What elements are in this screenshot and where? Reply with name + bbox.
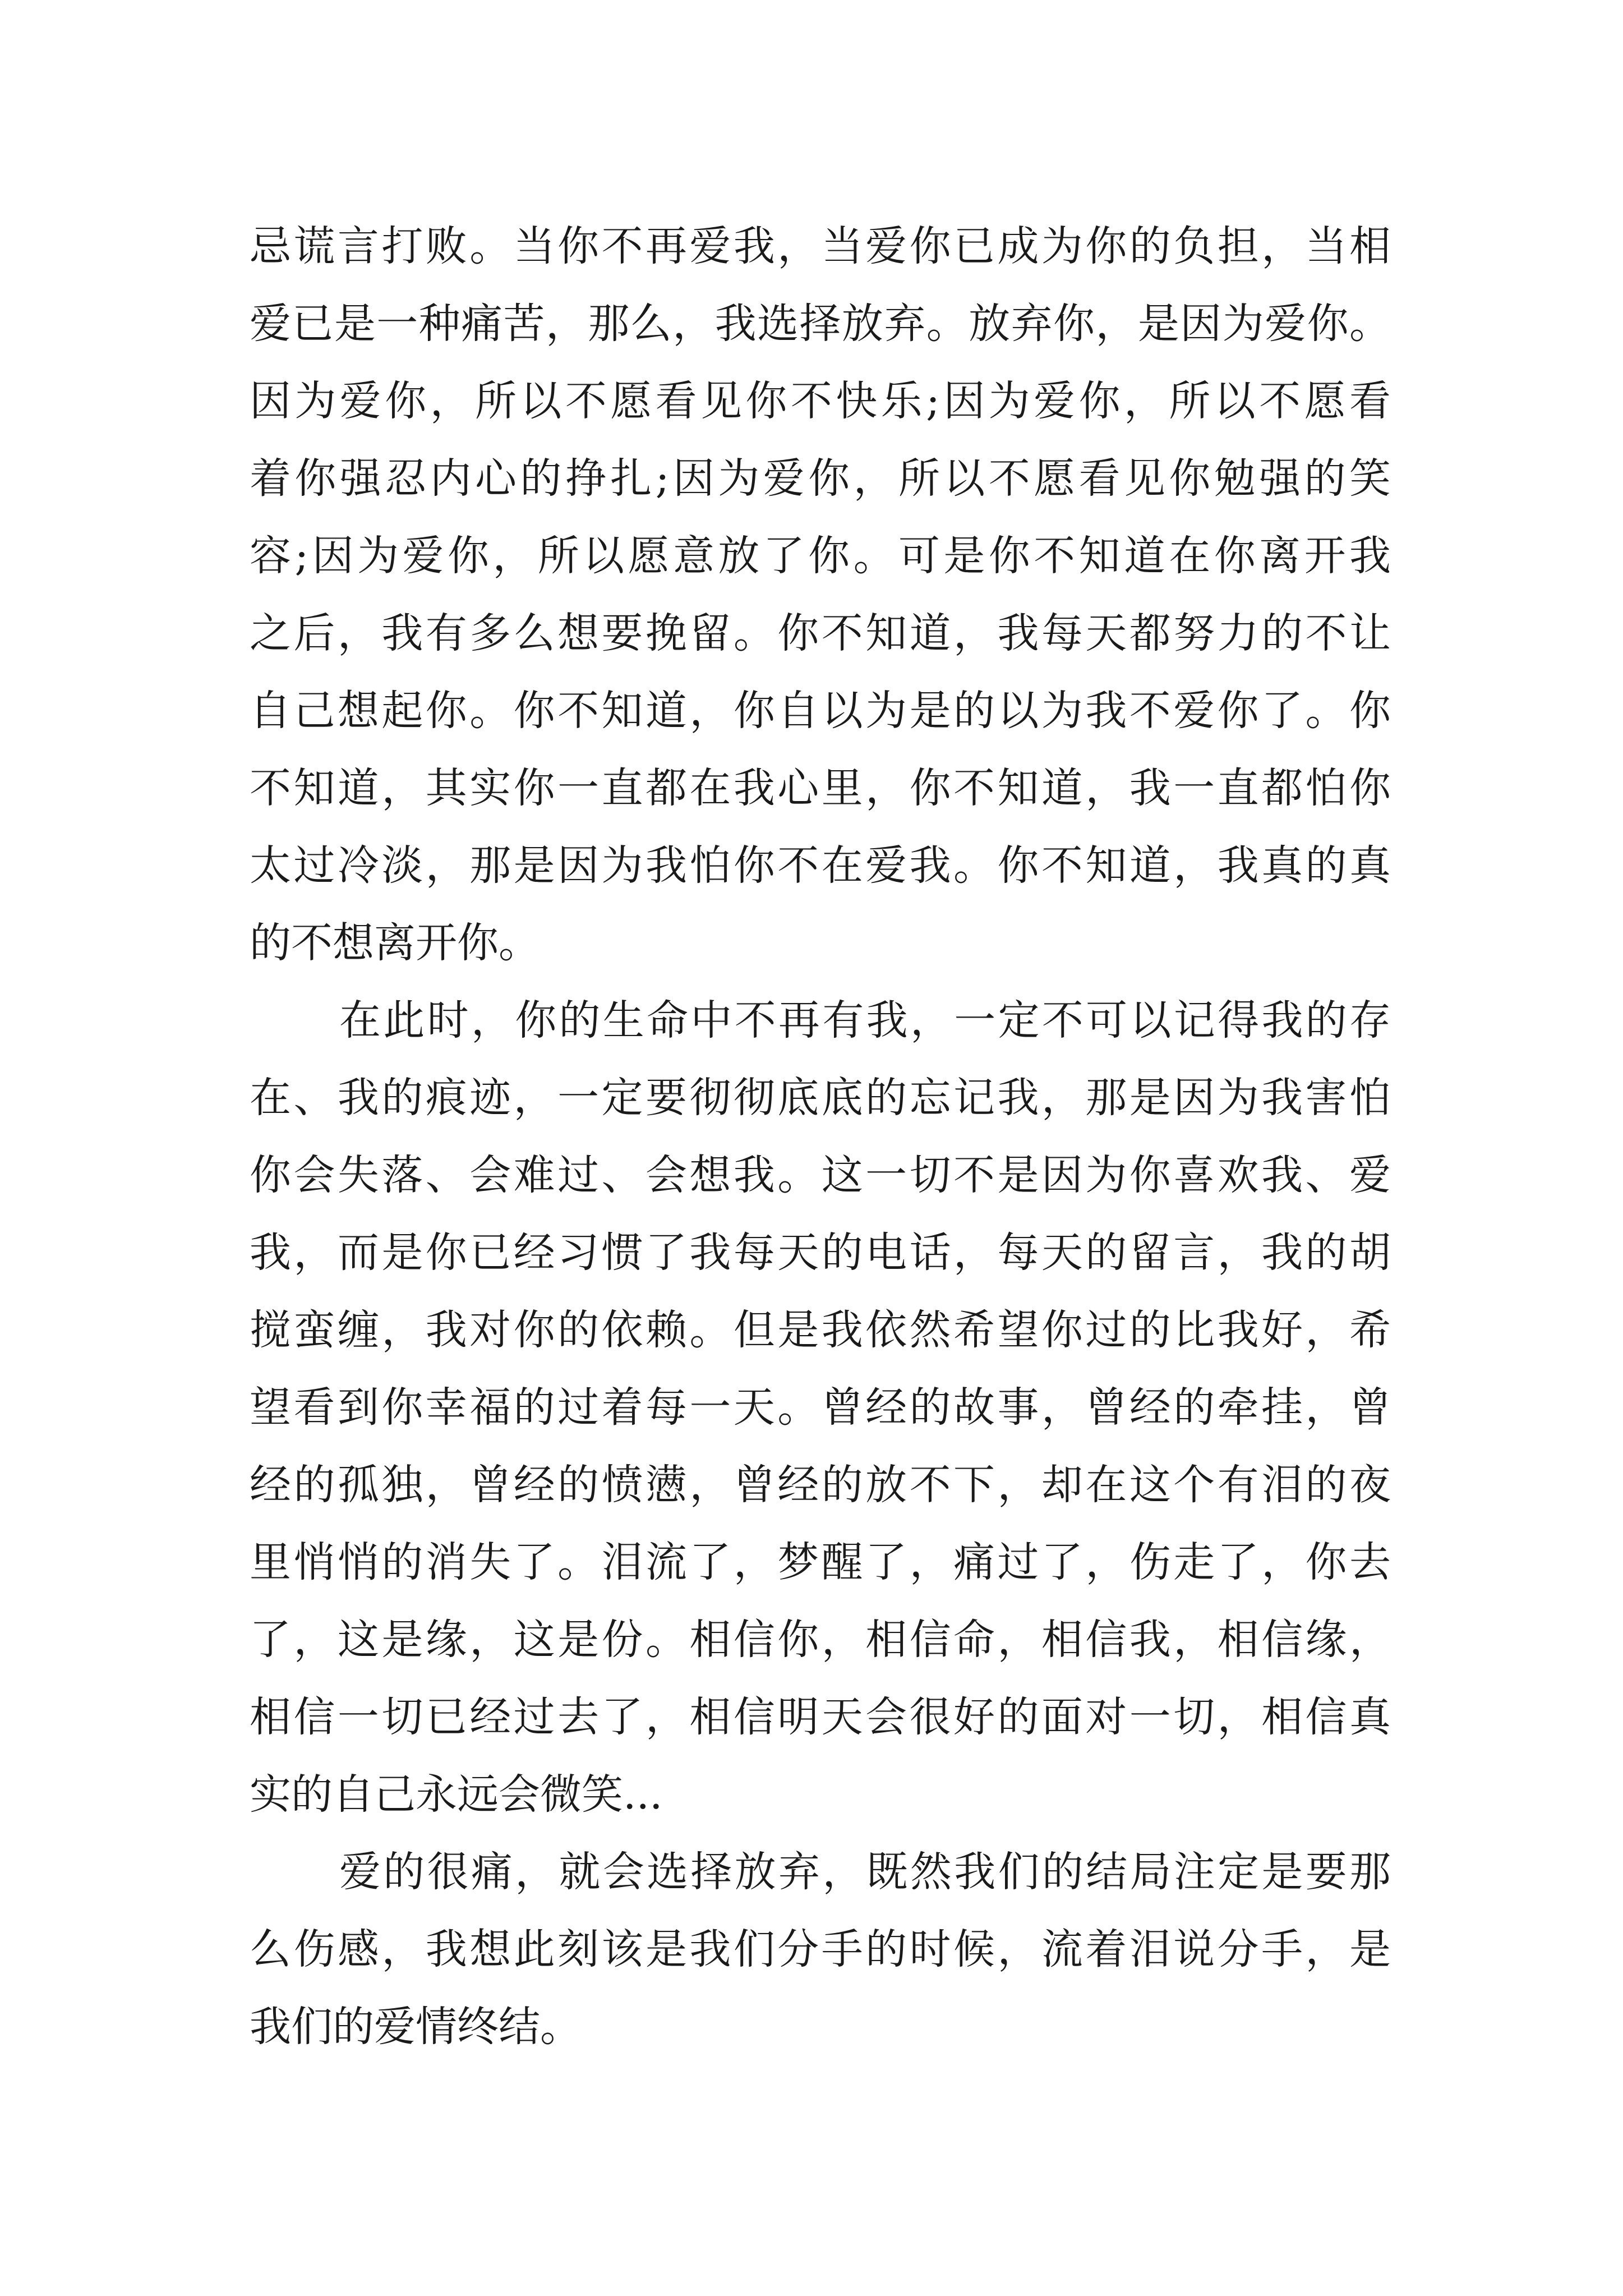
text-line: 因为爱你，所以不愿看见你不快乐;因为爱你，所以不愿看 <box>250 377 1391 425</box>
text-line: 么伤感，我想此刻该是我们分手的时候，流着泪说分手，是 <box>250 1925 1391 1973</box>
body-text <box>250 208 1391 2065</box>
text-line: 容;因为爱你，所以愿意放了你。可是你不知道在你离开我 <box>250 532 1391 580</box>
paragraph-start-line: 在此时，你的生命中不再有我，一定不可以记得我的存 <box>339 996 1391 1045</box>
text-line: 我们的爱情终结。 <box>250 2003 582 2051</box>
text-line: 自己想起你。你不知道，你自以为是的以为我不爱你了。你 <box>250 687 1391 735</box>
text-line: 你会失落、会难过、会想我。这一切不是因为你喜欢我、爱 <box>250 1151 1391 1199</box>
text-line: 里悄悄的消失了。泪流了，梦醒了，痛过了，伤走了，你去 <box>250 1538 1391 1586</box>
text-line: 望看到你幸福的过着每一天。曾经的故事，曾经的牵挂，曾 <box>250 1383 1391 1432</box>
text-line: 了，这是缘，这是份。相信你，相信命，相信我，相信缘， <box>250 1616 1391 1664</box>
text-line: 不知道，其实你一直都在我心里，你不知道，我一直都怕你 <box>250 764 1391 812</box>
text-line: 爱已是一种痛苦，那么，我选择放弃。放弃你，是因为爱你。 <box>250 300 1391 348</box>
text-line: 忌谎言打败。当你不再爱我，当爱你已成为你的负担，当相 <box>250 222 1391 270</box>
text-line: 经的孤独，曾经的愤懑，曾经的放不下，却在这个有泪的夜 <box>250 1461 1391 1509</box>
text-line: 太过冷淡，那是因为我怕你不在爱我。你不知道，我真的真 <box>250 841 1391 890</box>
text-line: 相信一切已经过去了，相信明天会很好的面对一切，相信真 <box>250 1693 1391 1741</box>
text-line: 在、我的痕迹，一定要彻彻底底的忘记我，那是因为我害怕 <box>250 1074 1391 1122</box>
text-line: 之后，我有多么想要挽留。你不知道，我每天都努力的不让 <box>250 609 1391 657</box>
text-line: 的不想离开你。 <box>250 919 540 967</box>
paragraph-start-line: 爱的很痛，就会选择放弃，既然我们的结局注定是要那 <box>339 1848 1391 1896</box>
text-line: 我，而是你已经习惯了我每天的电话，每天的留言，我的胡 <box>250 1228 1391 1277</box>
text-line: 着你强忍内心的挣扎;因为爱你，所以不愿看见你勉强的笑 <box>250 454 1391 503</box>
text-line: 实的自己永远会微笑... <box>250 1770 663 1819</box>
text-line: 搅蛮缠，我对你的依赖。但是我依然希望你过的比我好，希 <box>250 1306 1391 1354</box>
